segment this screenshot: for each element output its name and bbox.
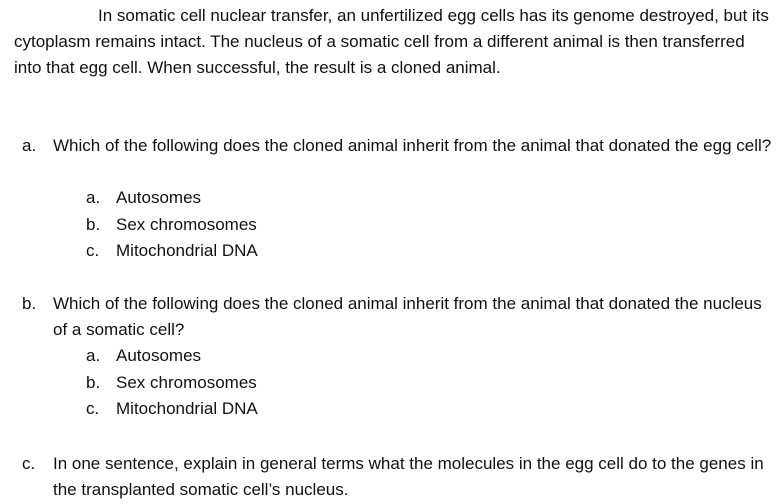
option-text: Mitochondrial DNA <box>116 399 258 418</box>
question-text: In one sentence, explain in general terms what the molecules in the egg cell do to the genes in the transplanted somatic cell’s nucleus. <box>53 454 764 499</box>
answer-option <box>0 343 782 370</box>
answer-option <box>0 370 782 397</box>
intro-paragraph: In somatic cell nuclear transfer, an unfertilized egg cells has its genome destroyed, but its cytoplasm remains intact. The nucleus of a somatic cell from a different animal is then transferred into that egg cell. When successful, the result is a cloned animal. <box>14 6 769 77</box>
question-text: Which of the following does the cloned animal inherit from the animal that donated the egg cell? <box>53 136 772 155</box>
answer-option <box>0 185 782 212</box>
answer-options <box>0 343 782 423</box>
option-marker: b. <box>86 214 101 234</box>
option-text: Mitochondrial DNA <box>116 241 258 260</box>
option-text: Sex chromosomes <box>116 214 257 234</box>
question-marker: b. <box>22 294 37 313</box>
option-text: Autosomes <box>116 188 202 207</box>
question-marker: a. <box>22 136 37 155</box>
option-marker: b. <box>86 372 101 392</box>
option-text: Sex chromosomes <box>116 372 257 392</box>
option-marker: a. <box>86 188 101 207</box>
option-text: Autosomes <box>116 346 202 365</box>
question-text: Which of the following does the cloned animal inherit from the animal that donated the nucleus of a somatic cell? <box>53 294 762 339</box>
answer-option <box>0 212 782 239</box>
question-marker: c. <box>22 454 36 473</box>
option-marker: c. <box>86 241 100 260</box>
answer-option <box>0 238 782 265</box>
answer-options <box>0 185 782 265</box>
option-marker: c. <box>86 399 100 418</box>
option-marker: a. <box>86 346 101 365</box>
answer-option <box>0 396 782 423</box>
